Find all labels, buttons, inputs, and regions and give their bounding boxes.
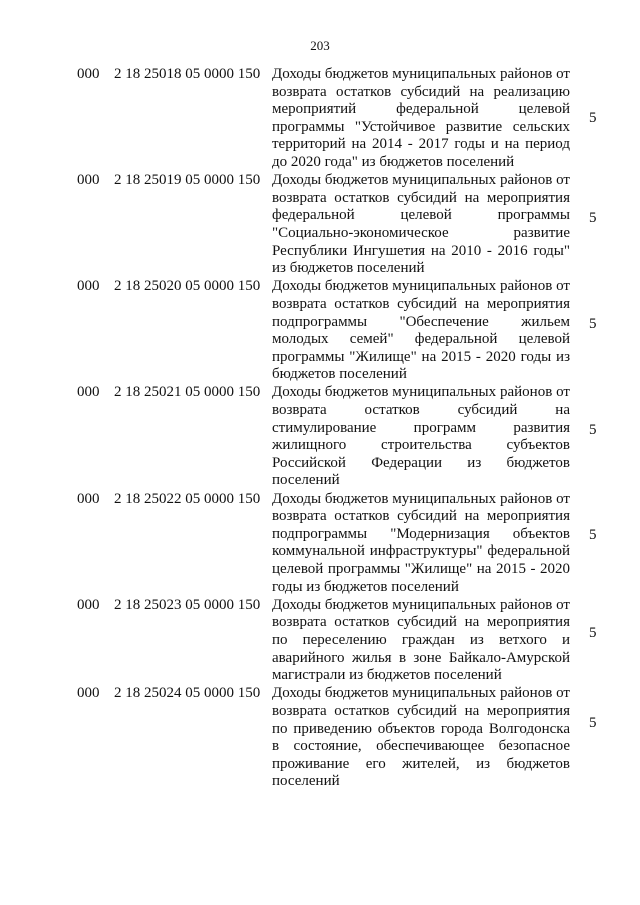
table-row — [0, 597, 640, 686]
revenue-description: Доходы бюджетов муниципальных районов от возврата остатков субсидий на мероприятия федеральной целевой программы "Социально-экономическое развитие Республики Ингушетия на 2010 - 2016 годы" из бюджетов поселений — [272, 172, 570, 277]
amount-value: 5 — [589, 715, 597, 732]
revenue-description: Доходы бюджетов муниципальных районов от возврата остатков субсидий на реализацию мероприятий федеральной целевой программы "Устойчивое развитие сельских территорий на 2014 - 2017 годы и на период до 2020 года" из бюджетов поселений — [272, 66, 570, 170]
table-row — [0, 66, 640, 172]
table-row — [0, 278, 640, 384]
revenue-code: 2 18 25020 05 0000 150 — [114, 278, 261, 295]
page-number: 203 — [310, 38, 330, 53]
amount-value: 5 — [589, 316, 597, 333]
amount-value: 5 — [589, 624, 597, 641]
revenue-description: Доходы бюджетов муниципальных районов от возврата остатков субсидий на стимулирование программ развития жилищного строительства субъектов Российской Федерации из бюджетов поселений — [272, 384, 570, 489]
admin-code: 000 — [77, 172, 100, 189]
table-row — [0, 685, 640, 791]
revenue-code: 2 18 25024 05 0000 150 — [114, 685, 261, 702]
amount-value: 5 — [589, 210, 597, 227]
admin-code: 000 — [77, 384, 100, 401]
admin-code: 000 — [77, 66, 100, 82]
revenue-description: Доходы бюджетов муниципальных районов от возврата остатков субсидий на мероприятия подпрограммы "Обеспечение жильем молодых семей" федеральной целевой программы "Жилище" на 2015 - 2020 годы из бюджетов поселений — [272, 278, 570, 383]
table-row — [0, 491, 640, 597]
amount-value: 5 — [589, 110, 597, 126]
revenue-table — [0, 66, 640, 792]
admin-code: 000 — [77, 278, 100, 295]
revenue-description: Доходы бюджетов муниципальных районов от возврата остатков субсидий на мероприятия подпрограммы "Модернизация объектов коммунальной инфраструктуры" федеральной целевой программы "Жилище" на 2015 - 2020 годы из бюджетов поселений — [272, 490, 570, 595]
table-row — [0, 384, 640, 490]
revenue-description: Доходы бюджетов муниципальных районов от возврата остатков субсидий на мероприятия по переселению граждан из ветхого и аварийного жилья в зоне Байкало-Амурской магистрали из бюджетов поселений — [272, 596, 570, 684]
admin-code: 000 — [77, 596, 100, 613]
admin-code: 000 — [77, 490, 100, 507]
admin-code: 000 — [77, 685, 100, 702]
revenue-code: 2 18 25018 05 0000 150 — [114, 66, 261, 82]
revenue-code: 2 18 25023 05 0000 150 — [114, 596, 261, 613]
revenue-description: Доходы бюджетов муниципальных районов от возврата остатков субсидий на мероприятия по приведению объектов города Волгодонска в состояние, обеспечивающее безопасное проживание его жителей, из бюджетов поселений — [272, 685, 570, 790]
table-row — [0, 172, 640, 278]
revenue-code: 2 18 25022 05 0000 150 — [114, 490, 261, 507]
amount-value: 5 — [589, 526, 597, 543]
revenue-code: 2 18 25019 05 0000 150 — [114, 172, 261, 189]
revenue-code: 2 18 25021 05 0000 150 — [114, 384, 261, 401]
amount-value: 5 — [589, 422, 597, 439]
